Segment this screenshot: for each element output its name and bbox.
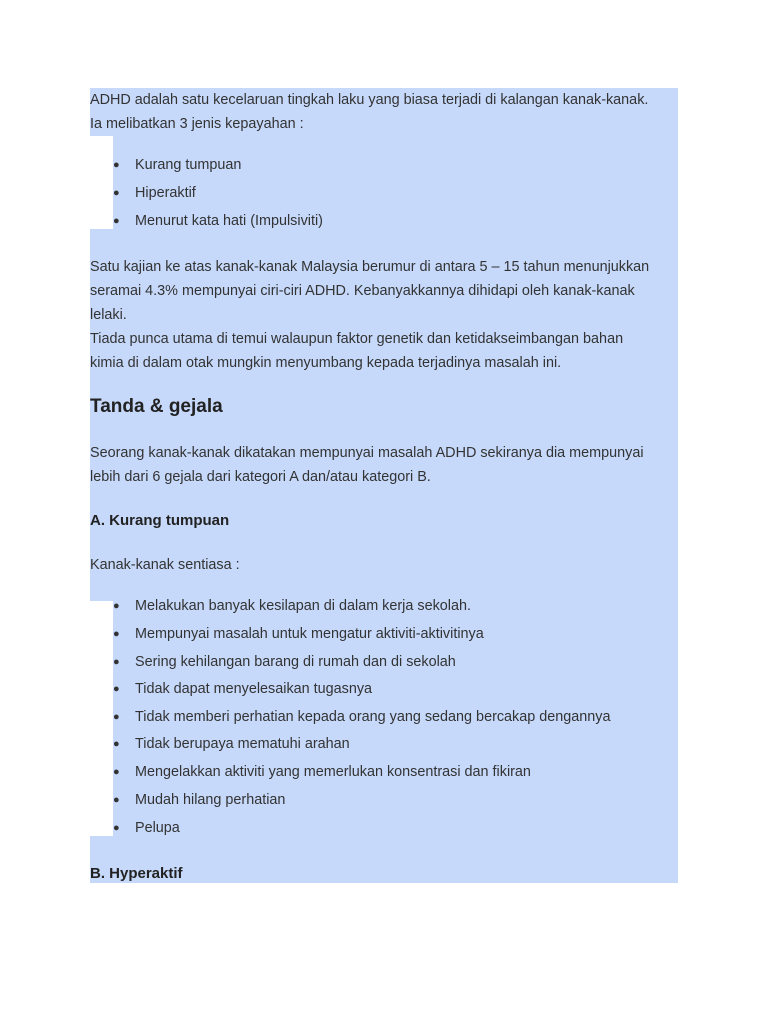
- bullet-icon: ●: [113, 794, 120, 806]
- bullet-icon: ●: [113, 766, 120, 778]
- bullet-icon: ●: [113, 159, 120, 171]
- study-line-1: Satu kajian ke atas kanak-kanak Malaysia berumur di antara 5 – 15 tahun menunjukkan: [90, 259, 650, 275]
- list-item: [113, 597, 471, 615]
- symptoms-line-1: Seorang kanak-kanak dikatakan mempunyai masalah ADHD sekiranya dia mempunyai: [90, 445, 644, 461]
- bullet-icon: ●: [113, 822, 120, 834]
- list-item-text: Hiperaktif: [135, 185, 196, 201]
- intro-line-2: Ia melibatkan 3 jenis kepayahan :: [90, 116, 304, 132]
- list-item: [113, 156, 241, 174]
- intro-line-1: ADHD adalah satu kecelaruan tingkah laku yang biasa terjadi di kalangan kanak-kanak.: [90, 92, 649, 108]
- list-item-text: Menurut kata hati (Impulsiviti): [135, 213, 323, 229]
- bullet-icon: ●: [113, 738, 120, 750]
- list-item: [113, 680, 372, 698]
- list-item-text: Melakukan banyak kesilapan di dalam kerja sekolah.: [135, 598, 471, 614]
- list-item-text: Mempunyai masalah untuk mengatur aktiviti-aktivitinya: [135, 626, 484, 642]
- heading-tanda-gejala: Tanda & gejala: [90, 396, 223, 417]
- bullet-icon: ●: [113, 628, 120, 640]
- list-item: [113, 819, 180, 837]
- list-item: [113, 212, 323, 230]
- list-item-text: Pelupa: [135, 820, 180, 836]
- list-item: [113, 184, 196, 202]
- study-line-2: seramai 4.3% mempunyai ciri-ciri ADHD. Kebanyakkannya dihidapi oleh kanak-kanak: [90, 283, 635, 299]
- list-item-text: Tidak berupaya mematuhi arahan: [135, 736, 350, 752]
- bullet-icon: ●: [113, 711, 120, 723]
- section-a-lead: Kanak-kanak sentiasa :: [90, 557, 240, 573]
- bullet-icon: ●: [113, 187, 120, 199]
- list-item-text: Mudah hilang perhatian: [135, 792, 286, 808]
- bullet-icon: ●: [113, 215, 120, 227]
- bullet-icon: ●: [113, 656, 120, 668]
- bullet-icon: ●: [113, 683, 120, 695]
- list-item-text: Tidak memberi perhatian kepada orang yang sedang bercakap dengannya: [135, 709, 611, 725]
- symptoms-line-2: lebih dari 6 gejala dari kategori A dan/atau kategori B.: [90, 469, 431, 485]
- list-item: [113, 735, 350, 753]
- study-line-4: Tiada punca utama di temui walaupun faktor genetik dan ketidakseimbangan bahan: [90, 331, 624, 347]
- list-item: [113, 653, 456, 671]
- study-line-5: kimia di dalam otak mungkin menyumbang kepada terjadinya masalah ini.: [90, 355, 562, 371]
- list-item: [113, 625, 484, 643]
- list-item-text: Mengelakkan aktiviti yang memerlukan konsentrasi dan fikiran: [135, 764, 531, 780]
- study-line-3: lelaki.: [90, 307, 127, 323]
- list-item-text: Sering kehilangan barang di rumah dan di sekolah: [135, 654, 456, 670]
- list-item-text: Kurang tumpuan: [135, 157, 242, 173]
- list-item-text: Tidak dapat menyelesaikan tugasnya: [135, 681, 373, 697]
- list-item: [113, 763, 531, 781]
- list-item: [113, 791, 285, 809]
- heading-section-a: A. Kurang tumpuan: [90, 512, 230, 529]
- heading-section-b: B. Hyperaktif: [90, 865, 183, 882]
- list-item: [113, 708, 610, 726]
- bullet-icon: ●: [113, 600, 120, 612]
